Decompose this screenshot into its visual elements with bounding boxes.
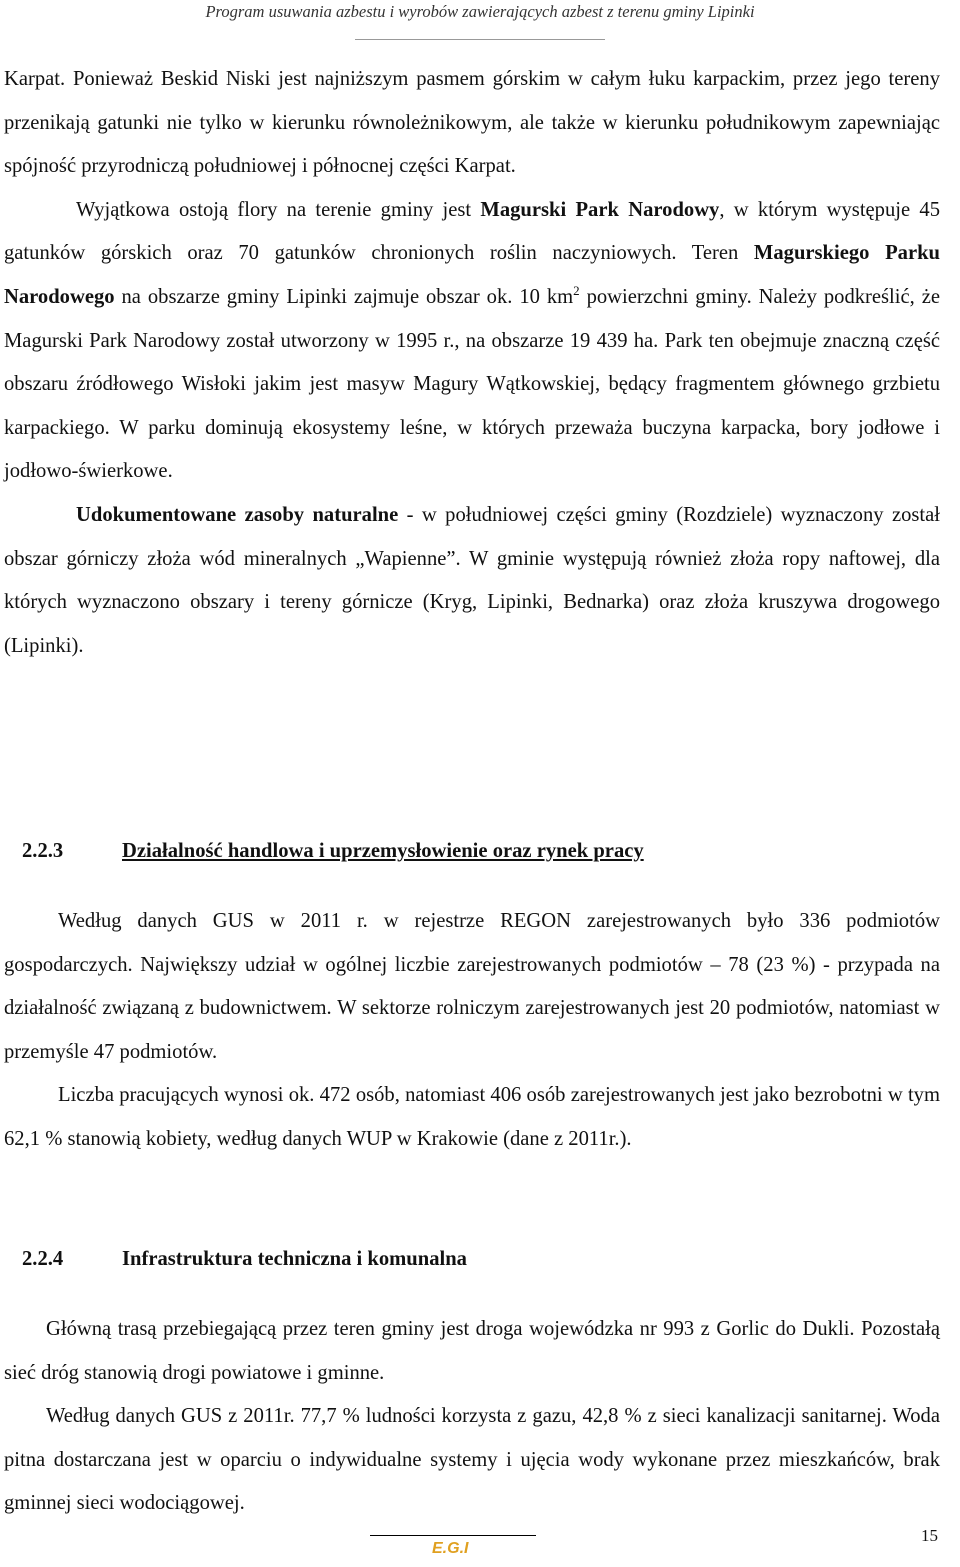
section-2-2-3-body [4,900,940,1162]
para3-rest: - w południowej części gminy (Rozdziele) wyznaczony został obszar górniczy złoża wód mineralnych „Wapienne”. W gminie występują również złoża ropy naftowej, dla których wyznaczono obszary i tereny górnicze (Kryg, Lipinki, Bednarka) oraz złoża kruszywa drogowego (Lipinki). [4,503,940,657]
section-heading-2-2-4 [22,1248,467,1271]
page-footer [0,1518,960,1567]
section-number: 2.2.4 [22,1248,64,1270]
paragraph-pracujacy: Liczba pracujących wynosi ok. 472 osób, natomiast 406 osób zarejestrowanych jest jako bezrobotni w tym 62,1 % stanowią kobiety, według danych WUP w Krakowie (dane z 2011r.). [4,1084,940,1150]
paragraph-karpaty: Karpat. Ponieważ Beskid Niski jest najniższym pasmem górskim w całym łuku karpackim, przez jego tereny przenikają gatunki nie tylko w kierunku równoleżnikowym, ale także w kierunku południkowym zapewniając spójność przyrodniczą południowej i północnej części Karpat. [4,68,940,178]
para3-bold-lead: Udokumentowane zasoby naturalne [76,503,399,526]
paragraph-magurski-park [4,189,940,494]
section-number: 2.2.3 [22,840,64,862]
page-header [0,0,960,40]
egi-logo: E.G.I [432,1540,469,1557]
page-number: 15 [921,1526,938,1545]
section-heading-2-2-3 [22,840,644,863]
footer-rule [370,1535,536,1536]
para2-part-f: powierzchni gminy. Należy podkreślić, że Magurski Park Narodowy został utworzony w 1995 r., na obszarze 19 439 ha. Park ten obejmuje znaczną część obszaru źródłowego Wisłoki jakim jest masyw Magury Wątkowskiej, będący fragmentem głównego grzbietu karpackiego. W parku dominują ekosystemy leśne, w których przeważa buczyna karpacka, bory jodłowe i jodłowo-świerkowe. [4,285,940,483]
para2-superscript: 2 [573,283,580,299]
section-title: Działalność handlowa i uprzemysłowienie oraz rynek pracy [122,840,644,862]
document-body [4,58,940,668]
para2-part-c: , w którym występuje 45 gatunków górskich oraz 70 gatunków chronionych roślin naczyniowych. Teren [4,198,940,265]
paragraph-zasoby-naturalne [4,494,940,668]
paragraph-regon: Według danych GUS w 2011 r. w rejestrze REGON zarejestrowanych było 336 podmiotów gospodarczych. Największy udział w ogólnej liczbie zarejestrowanych podmiotów – 78 (23 %) - przypada na działalność związaną z budownictwem. W sektorze rolniczym zarejestrowanych jest 20 podmiotów, natomiast w przemyśle 47 podmiotów. [4,910,940,1063]
section-2-2-4-body [4,1308,940,1526]
section-title: Infrastruktura techniczna i komunalna [122,1248,467,1270]
paragraph-gaz-kanalizacja: Według danych GUS z 2011r. 77,7 % ludności korzysta z gazu, 42,8 % z sieci kanalizacji sanitarnej. Woda pitna dostarczana jest w oparciu o indywidualne systemy i ujęcia wody wykonane przez mieszkańców, brak gminnej sieci wodociągowej. [4,1405,940,1515]
header-title: Program usuwania azbestu i wyrobów zawierających azbest z terenu gminy Lipinki [205,2,755,21]
paragraph-droga: Główną trasą przebiegającą przez teren gminy jest droga wojewódzka nr 993 z Gorlic do Dukli. Pozostałą sieć dróg stanowią drogi powiatowe i gminne. [4,1318,940,1384]
header-rule [355,39,605,40]
para2-part-a: Wyjątkowa ostoją flory na terenie gminy jest [76,198,481,221]
para2-park-name: Magurski Park Narodowy [480,198,720,221]
para2-part-e: na obszarze gminy Lipinki zajmuje obszar ok. 10 km [114,285,574,308]
para2-park-name-2: Magurskiego Parku Narodowego [4,242,940,308]
